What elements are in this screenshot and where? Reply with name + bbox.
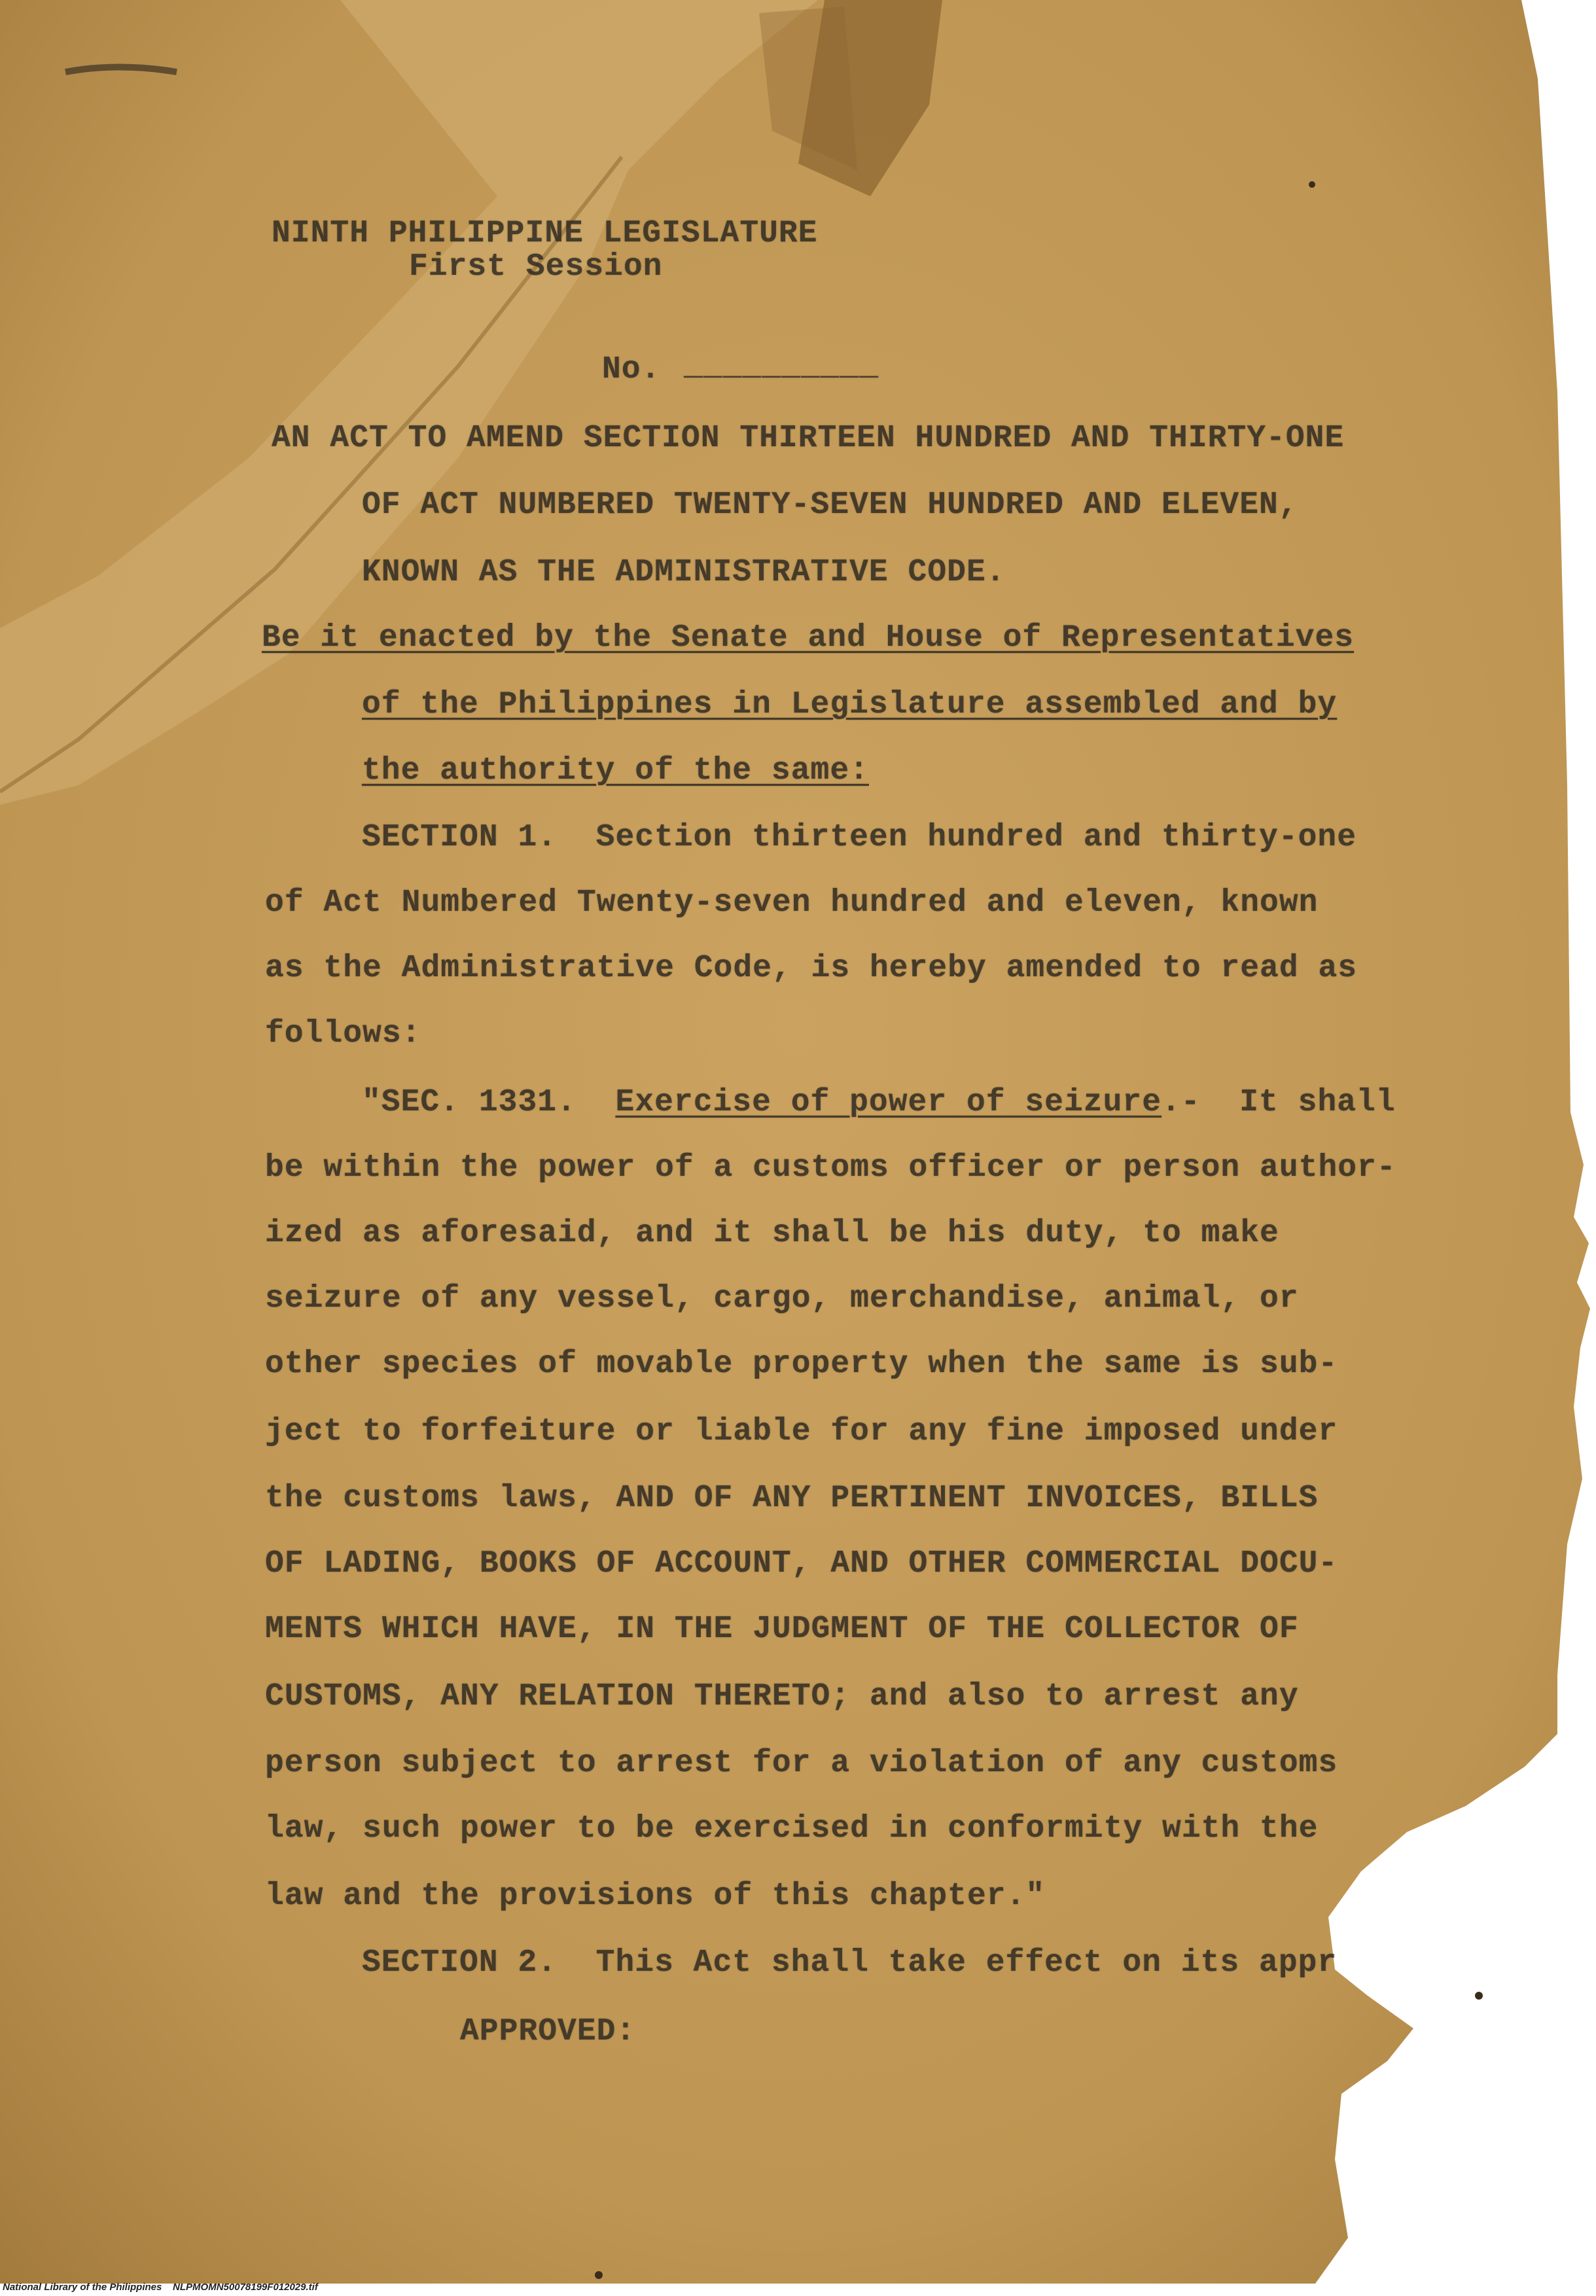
body-line-1: be within the power of a customs officer or person author- — [265, 1150, 1396, 1186]
body-line-4: other species of movable property when the same is sub- — [265, 1347, 1338, 1382]
body-line-3: seizure of any vessel, cargo, merchandise, animal, or — [265, 1281, 1299, 1316]
body-line-12: law and the provisions of this chapter." — [265, 1879, 1046, 1914]
body-line-7: OF LADING, BOOKS OF ACCOUNT, AND OTHER COMMERCIAL DOCU- — [265, 1546, 1338, 1581]
enacting-line-2: of the Philippines in Legislature assembled and by — [362, 687, 1338, 722]
sec1331-heading: Exercise of power of seizure — [615, 1085, 1162, 1120]
approved-label: APPROVED: — [460, 2014, 636, 2049]
footer-file-id: NLPMOMN50078199F012029.tif — [173, 2282, 318, 2293]
section1-line-2: of Act Numbered Twenty-seven hundred and eleven, known — [265, 885, 1319, 921]
body-line-8: MENTS WHICH HAVE, IN THE JUDGMENT OF THE COLLECTOR OF — [265, 1612, 1299, 1647]
body-line-9: CUSTOMS, ANY RELATION THERETO; and also to arrest any — [265, 1679, 1299, 1714]
body-line-5: ject to forfeiture or liable for any fine imposed under — [265, 1414, 1338, 1449]
title-line-3: KNOWN AS THE ADMINISTRATIVE CODE. — [362, 555, 1006, 590]
section1-line-3: as the Administrative Code, is hereby amended to read as — [265, 951, 1358, 986]
title-line-2: OF ACT NUMBERED TWENTY-SEVEN HUNDRED AND ELEVEN, — [362, 487, 1298, 523]
scan-footer — [3, 2282, 318, 2293]
enacting-line-1: Be it enacted by the Senate and House of Representatives — [262, 620, 1355, 656]
body-line-10: person subject to arrest for a violation of any customs — [265, 1746, 1338, 1781]
sec1331-suffix: .- It shall — [1162, 1085, 1396, 1120]
section1-line-1: SECTION 1. Section thirteen hundred and thirty-one — [362, 820, 1357, 855]
bill-number-label: No. — [602, 352, 661, 387]
footer-library: National Library of the Philippines — [3, 2282, 162, 2293]
body-line-2: ized as aforesaid, and it shall be his duty, to make — [265, 1216, 1279, 1251]
body-line-11: law, such power to be exercised in conformity with the — [265, 1811, 1319, 1846]
sec1331-line — [362, 1083, 1396, 1122]
header-session: First Session — [409, 249, 663, 285]
bill-number-blank: __________ — [684, 349, 879, 384]
body-line-6: the customs laws, AND OF ANY PERTINENT INVOICES, BILLS — [265, 1481, 1319, 1516]
enacting-line-3: the authority of the same: — [362, 753, 869, 788]
section2-line: SECTION 2. This Act shall take effect on its appr — [362, 1945, 1338, 1981]
title-line-1: AN ACT TO AMEND SECTION THIRTEEN HUNDRED AND THIRTY-ONE — [272, 421, 1345, 456]
sec1331-prefix: "SEC. 1331. — [362, 1085, 616, 1120]
header-legislature: NINTH PHILIPPINE LEGISLATURE — [272, 216, 818, 251]
section1-line-4: follows: — [265, 1016, 421, 1051]
